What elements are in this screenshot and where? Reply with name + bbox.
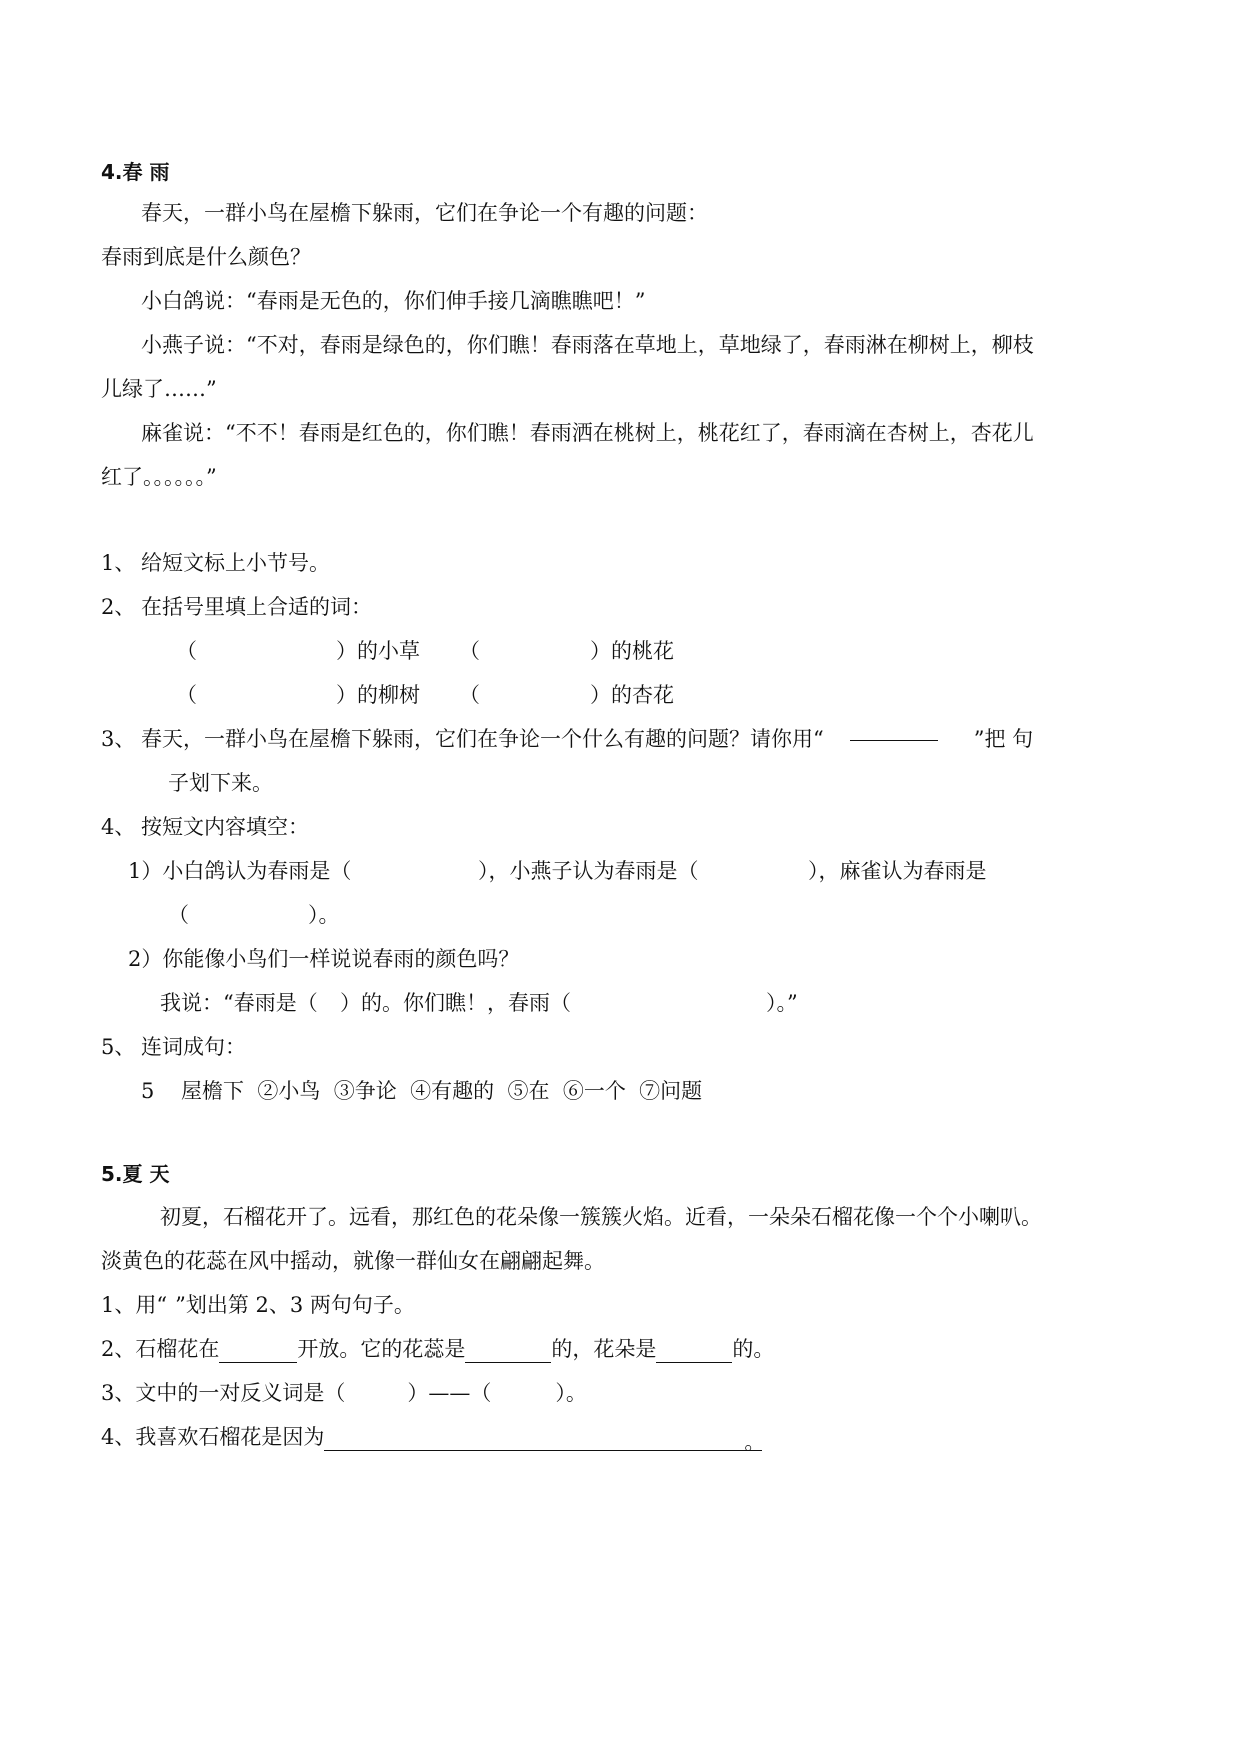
question-3-text-b: ”把 句 — [973, 727, 1034, 751]
question-3-text-a: 春天，一群小鸟在屋檐下躲雨，它们在争论一个什么有趣的问题？请你用“ — [141, 727, 824, 751]
paragraph-2: 小白鸽说：“春雨是无色的，你们伸手接几滴瞧瞧吧！” — [141, 289, 646, 313]
blank-open: （ — [459, 683, 480, 707]
question-1-text: 给短文标上小节号。 — [141, 551, 330, 575]
blank-close-label: ）。 — [308, 903, 340, 927]
question-4-a: 4、我喜欢石榴花是因为 — [101, 1425, 325, 1449]
question-4-1-a: 1）小白鸽认为春雨是（ — [128, 859, 352, 883]
blank-close-label: ）的小草 — [336, 639, 420, 663]
blank-close-label: ）的柳树 — [336, 683, 420, 707]
question-2-b: 开放。它的花蕊是 — [297, 1337, 466, 1361]
question-2-d: 的。 — [732, 1337, 775, 1361]
question-1-number: 1、 — [101, 551, 136, 575]
paragraph-3-line-2: 儿绿了……” — [101, 377, 217, 401]
question-1 — [101, 1291, 415, 1319]
question-4-2: 2）你能像小鸟们一样说说春雨的颜色吗？ — [128, 947, 520, 971]
question-2-c: 的，花朵是 — [551, 1337, 657, 1361]
section-4-title: 4.春 雨 — [101, 160, 170, 184]
blank-open: （ — [176, 683, 197, 707]
question-4-1-b: ），小燕子认为春雨是（ — [478, 859, 699, 883]
question-3 — [101, 1379, 587, 1407]
paragraph-line-1: 初夏，石榴花开了。远看，那红色的花朵像一簇簇火焰。近看，一朵朵石榴花像一个个小喇叭。 — [160, 1205, 1042, 1229]
paragraph-4-line-1: 麻雀说：“不不！春雨是红色的，你们瞧！春雨洒在桃树上，桃花红了，春雨滴在杏树上，杏花儿 — [141, 421, 1034, 445]
blank-close-label: ）的桃花 — [590, 639, 674, 663]
section-5-title: 5.夏 天 — [101, 1162, 170, 1186]
question-5-number: 5、 — [101, 1035, 136, 1059]
answer-blank[interactable] — [219, 1340, 297, 1363]
question-1-b: ”划出第 2、3 两句句子。 — [175, 1293, 415, 1317]
blank-close-label: ）的杏花 — [590, 683, 674, 707]
paragraph-line-2: 淡黄色的花蕊在风中摇动，就像一群仙女在翩翩起舞。 — [101, 1249, 605, 1273]
question-4 — [101, 1423, 766, 1454]
answer-blank[interactable] — [465, 1340, 551, 1363]
blank-open: （ — [168, 903, 189, 927]
question-4-b: 。 — [744, 1430, 766, 1454]
question-4-number: 4、 — [101, 815, 136, 839]
paragraph-1-line-1: 春天，一群小鸟在屋檐下躲雨，它们在争论一个有趣的问题： — [141, 201, 708, 225]
question-3-b: ）——（ — [407, 1381, 492, 1405]
blank-open: （ — [459, 639, 480, 663]
question-3-a: 3、文中的一对反义词是（ — [101, 1381, 346, 1405]
question-4-3-c: ）。” — [766, 991, 798, 1015]
question-3-text — [141, 725, 1033, 753]
question-3-number: 3、 — [101, 727, 136, 751]
question-3-line-2: 子划下来。 — [168, 771, 273, 795]
question-2-text: 在括号里填上合适的词： — [141, 595, 372, 619]
question-4-3-a: 我说：“春雨是（ — [160, 991, 318, 1015]
question-4-text: 按短文内容填空： — [141, 815, 309, 839]
answer-blank[interactable] — [656, 1340, 732, 1363]
blank-open: （ — [176, 639, 197, 663]
underline-mark — [850, 740, 938, 741]
question-4-3-b: ）的。你们瞧！，春雨（ — [340, 991, 571, 1015]
answer-blank[interactable] — [324, 1428, 744, 1451]
question-2-number: 2、 — [101, 595, 136, 619]
question-5-text: 连词成句： — [141, 1035, 246, 1059]
question-3-c: ）。 — [555, 1381, 587, 1405]
question-1-a: 1、用“ — [101, 1293, 168, 1317]
paragraph-4-line-2: 红了。。。。。。” — [101, 465, 217, 489]
paragraph-1-line-2: 春雨到底是什么颜色？ — [101, 245, 311, 269]
question-5-words: 5 屋檐下 ②小鸟 ③争论 ④有趣的 ⑤在 ⑥一个 ⑦问题 — [141, 1079, 703, 1103]
question-2 — [101, 1335, 774, 1363]
question-2-a: 2、石榴花在 — [101, 1337, 220, 1361]
question-4-1-c: ），麻雀认为春雨是 — [808, 859, 987, 883]
paragraph-3-line-1: 小燕子说：“不对，春雨是绿色的，你们瞧！春雨落在草地上，草地绿了，春雨淋在柳树上，柳枝 — [141, 333, 1034, 357]
